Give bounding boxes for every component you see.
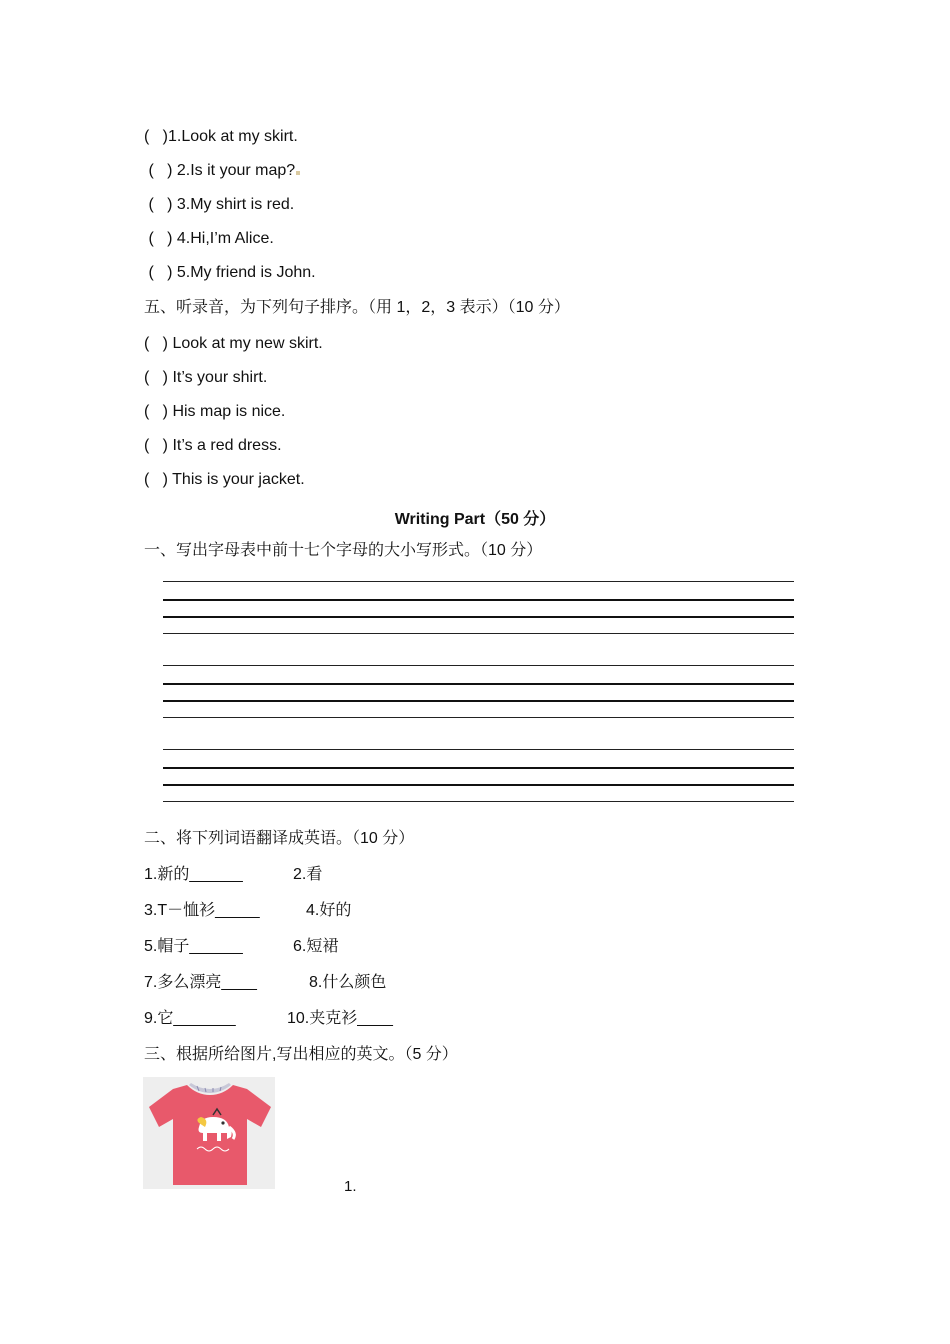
writing-line bbox=[163, 801, 794, 802]
listening-item-4: ( ) 4.Hi,I’m Alice. bbox=[144, 230, 274, 247]
translate-item-10: 10.夹克衫____ bbox=[287, 1010, 393, 1027]
writing-line bbox=[163, 581, 794, 582]
writing-line bbox=[163, 717, 794, 718]
listening-item-5: ( ) 5.My friend is John. bbox=[144, 264, 316, 281]
ordering-item-5: ( ) This is your jacket. bbox=[144, 471, 305, 488]
t-shirt-icon bbox=[143, 1077, 275, 1189]
section2-heading: 二、将下列词语翻译成英语。（10 分） bbox=[144, 830, 415, 847]
listening-item-2-text: ( ) 2.Is it your map? bbox=[144, 162, 296, 179]
writing-line bbox=[163, 767, 794, 769]
listening-item-3: ( ) 3.My shirt is red. bbox=[144, 196, 295, 213]
writing-line bbox=[163, 700, 794, 702]
listening-item-1: ( )1.Look at my skirt. bbox=[144, 128, 298, 145]
translate-item-4: 4.好的 bbox=[306, 902, 352, 919]
writing-line bbox=[163, 749, 794, 750]
t-shirt-image bbox=[143, 1077, 275, 1189]
writing-line bbox=[163, 599, 794, 601]
translate-item-3: 3.T－恤衫_____ bbox=[144, 902, 260, 919]
section1-heading: 一、写出字母表中前十七个字母的大小写形式。（10 分） bbox=[144, 542, 543, 559]
ordering-item-3: ( ) His map is nice. bbox=[144, 403, 286, 420]
translate-item-6: 6.短裙 bbox=[293, 938, 339, 955]
translate-item-5: 5.帽子______ bbox=[144, 938, 243, 955]
writing-line bbox=[163, 683, 794, 685]
writing-line bbox=[163, 784, 794, 786]
ordering-item-2: ( ) It’s your shirt. bbox=[144, 369, 268, 386]
translate-item-8: 8.什么颜色 bbox=[309, 974, 387, 991]
ordering-item-4: ( ) It’s a red dress. bbox=[144, 437, 282, 454]
picture-item-number: 1. bbox=[344, 1178, 357, 1195]
writing-part-title: Writing Part（50 分） bbox=[394, 511, 556, 528]
translate-item-2: 2.看 bbox=[293, 866, 323, 883]
translate-item-9: 9.它_______ bbox=[144, 1010, 236, 1027]
translate-item-7: 7.多么漂亮____ bbox=[144, 974, 257, 991]
writing-line bbox=[163, 665, 794, 666]
writing-line bbox=[163, 633, 794, 634]
section3-heading: 三、根据所给图片,写出相应的英文。（5 分） bbox=[144, 1046, 458, 1063]
marker-dot bbox=[296, 171, 300, 175]
part5-heading: 五、听录音，为下列句子排序。（用 1，2，3 表示）（10 分） bbox=[144, 299, 570, 316]
listening-item-2 bbox=[144, 161, 300, 181]
ordering-item-1: ( ) Look at my new skirt. bbox=[144, 335, 323, 352]
writing-line bbox=[163, 616, 794, 618]
translate-item-1: 1.新的______ bbox=[144, 866, 243, 883]
